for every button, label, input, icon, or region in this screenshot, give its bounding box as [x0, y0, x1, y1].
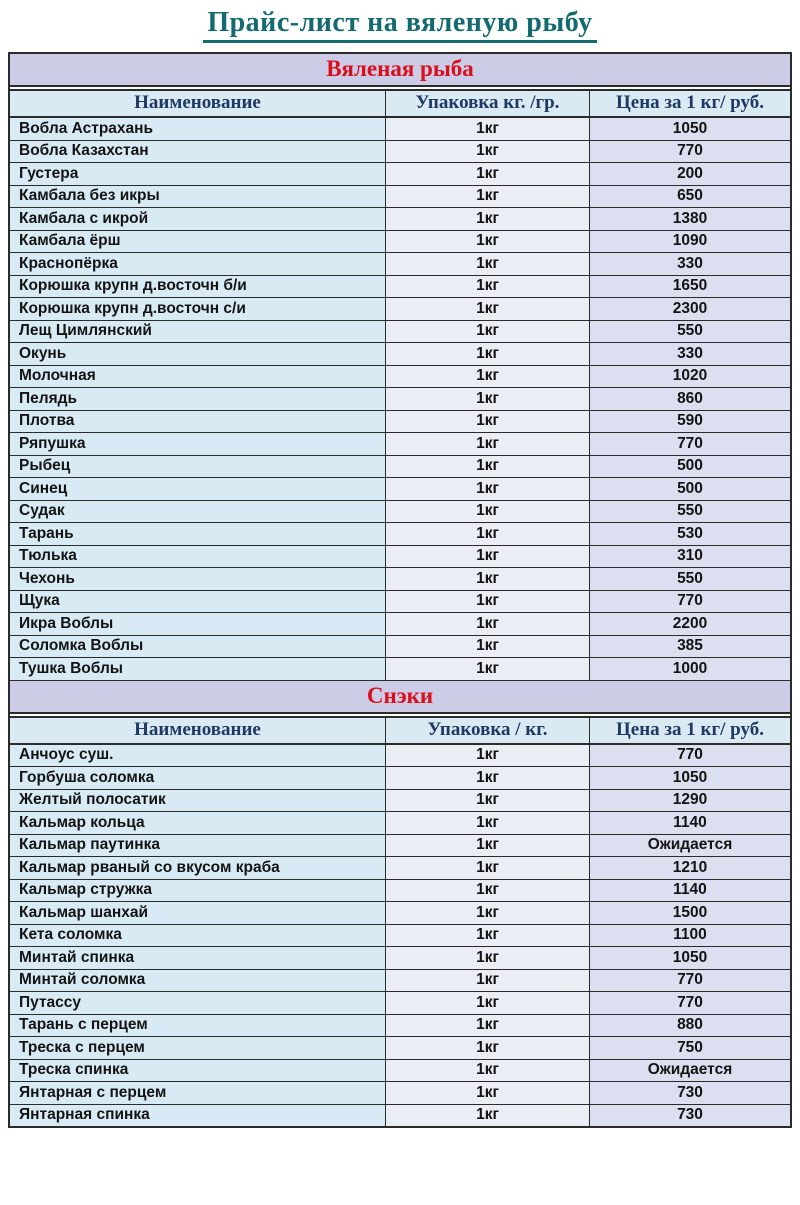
row-pack: 1кг — [385, 276, 589, 298]
column-header-price: Цена за 1 кг/ руб. — [589, 91, 790, 116]
row-name: Вобла Астрахань — [10, 118, 385, 140]
table-row — [10, 433, 790, 456]
row-price: 730 — [589, 1105, 790, 1127]
row-pack: 1кг — [385, 366, 589, 388]
row-name: Кальмар кольца — [10, 812, 385, 834]
row-price: 310 — [589, 546, 790, 568]
table-row — [10, 298, 790, 321]
row-price: 1380 — [589, 208, 790, 230]
table-row — [10, 925, 790, 948]
table-row — [10, 546, 790, 569]
table-row — [10, 767, 790, 790]
column-header-pack: Упаковка / кг. — [385, 718, 589, 743]
table-row — [10, 118, 790, 141]
row-name: Щука — [10, 591, 385, 613]
row-pack: 1кг — [385, 658, 589, 680]
row-name: Краснопёрка — [10, 253, 385, 275]
table-row — [10, 141, 790, 164]
table-row — [10, 790, 790, 813]
table-row — [10, 658, 790, 681]
row-price: 770 — [589, 745, 790, 767]
row-name: Треска спинка — [10, 1060, 385, 1082]
row-pack: 1кг — [385, 546, 589, 568]
column-header-name: Наименование — [134, 718, 261, 740]
row-price: Ожидается — [589, 835, 790, 857]
table-row — [10, 343, 790, 366]
row-name: Пелядь — [10, 388, 385, 410]
row-price: 770 — [589, 433, 790, 455]
row-price: 2300 — [589, 298, 790, 320]
row-price: 1000 — [589, 658, 790, 680]
row-price: 200 — [589, 163, 790, 185]
row-price: 500 — [589, 478, 790, 500]
row-price: 1090 — [589, 231, 790, 253]
row-pack: 1кг — [385, 880, 589, 902]
table-row — [10, 186, 790, 209]
row-pack: 1кг — [385, 298, 589, 320]
row-pack: 1кг — [385, 1105, 589, 1127]
row-price: 1100 — [589, 925, 790, 947]
column-header-name: Наименование — [134, 92, 261, 113]
table-row — [10, 857, 790, 880]
row-name: Тушка Воблы — [10, 658, 385, 680]
row-price: 1140 — [589, 880, 790, 902]
row-pack: 1кг — [385, 835, 589, 857]
row-price: 500 — [589, 456, 790, 478]
row-name: Молочная — [10, 366, 385, 388]
table-row — [10, 253, 790, 276]
price-table — [8, 52, 792, 1128]
row-pack: 1кг — [385, 411, 589, 433]
table-row — [10, 388, 790, 411]
row-name: Треска с перцем — [10, 1037, 385, 1059]
row-price: 1500 — [589, 902, 790, 924]
row-price: 1140 — [589, 812, 790, 834]
row-price: 1290 — [589, 790, 790, 812]
row-name: Путассу — [10, 992, 385, 1014]
column-header-row — [10, 718, 790, 745]
row-price: 550 — [589, 568, 790, 590]
table-row — [10, 636, 790, 659]
row-name: Желтый полосатик — [10, 790, 385, 812]
row-name: Вобла Казахстан — [10, 141, 385, 163]
row-name: Рыбец — [10, 456, 385, 478]
row-name: Кальмар шанхай — [10, 902, 385, 924]
row-price: 1050 — [589, 118, 790, 140]
table-row — [10, 613, 790, 636]
table-row — [10, 992, 790, 1015]
row-price: 1210 — [589, 857, 790, 879]
row-pack: 1кг — [385, 636, 589, 658]
column-header-row — [10, 91, 790, 118]
title-bar — [0, 0, 800, 52]
row-name: Корюшка крупн д.восточн с/и — [10, 298, 385, 320]
row-pack: 1кг — [385, 902, 589, 924]
row-price: 1050 — [589, 767, 790, 789]
row-price: 750 — [589, 1037, 790, 1059]
row-pack: 1кг — [385, 343, 589, 365]
row-pack: 1кг — [385, 992, 589, 1014]
table-row — [10, 163, 790, 186]
row-name: Кальмар стружка — [10, 880, 385, 902]
row-price: 770 — [589, 970, 790, 992]
table-row — [10, 276, 790, 299]
row-pack: 1кг — [385, 186, 589, 208]
row-name: Корюшка крупн д.восточн б/и — [10, 276, 385, 298]
row-pack: 1кг — [385, 478, 589, 500]
table-row — [10, 366, 790, 389]
table-row — [10, 745, 790, 768]
row-pack: 1кг — [385, 231, 589, 253]
row-price: 1050 — [589, 947, 790, 969]
row-price: Ожидается — [589, 1060, 790, 1082]
row-name: Горбуша соломка — [10, 767, 385, 789]
row-name: Тарань с перцем — [10, 1015, 385, 1037]
row-name: Судак — [10, 501, 385, 523]
row-name: Густера — [10, 163, 385, 185]
row-pack: 1кг — [385, 591, 589, 613]
row-pack: 1кг — [385, 812, 589, 834]
table-row — [10, 591, 790, 614]
row-pack: 1кг — [385, 253, 589, 275]
table-row — [10, 902, 790, 925]
table-row — [10, 523, 790, 546]
row-pack: 1кг — [385, 1037, 589, 1059]
row-pack: 1кг — [385, 456, 589, 478]
row-pack: 1кг — [385, 1060, 589, 1082]
row-pack: 1кг — [385, 925, 589, 947]
row-pack: 1кг — [385, 857, 589, 879]
row-price: 550 — [589, 501, 790, 523]
page-title: Прайс-лист на вяленую рыбу — [203, 7, 596, 43]
row-name: Тюлька — [10, 546, 385, 568]
row-price: 385 — [589, 636, 790, 658]
row-pack: 1кг — [385, 947, 589, 969]
section-title: Вяленая рыба — [10, 54, 790, 87]
row-price: 2200 — [589, 613, 790, 635]
row-pack: 1кг — [385, 1015, 589, 1037]
row-name: Камбала с икрой — [10, 208, 385, 230]
row-price: 650 — [589, 186, 790, 208]
table-row — [10, 1082, 790, 1105]
table-row — [10, 501, 790, 524]
table-row — [10, 568, 790, 591]
row-name: Чехонь — [10, 568, 385, 590]
table-row — [10, 1105, 790, 1127]
row-pack: 1кг — [385, 613, 589, 635]
row-pack: 1кг — [385, 790, 589, 812]
row-name: Ряпушка — [10, 433, 385, 455]
table-row — [10, 1015, 790, 1038]
row-pack: 1кг — [385, 523, 589, 545]
row-name: Янтарная с перцем — [10, 1082, 385, 1104]
section-title: Снэки — [10, 681, 790, 714]
row-pack: 1кг — [385, 141, 589, 163]
row-name: Плотва — [10, 411, 385, 433]
column-header-price: Цена за 1 кг/ руб. — [589, 718, 790, 743]
row-pack: 1кг — [385, 321, 589, 343]
table-row — [10, 835, 790, 858]
row-name: Окунь — [10, 343, 385, 365]
row-price: 770 — [589, 992, 790, 1014]
table-row — [10, 208, 790, 231]
table-row — [10, 321, 790, 344]
row-name: Синец — [10, 478, 385, 500]
row-pack: 1кг — [385, 745, 589, 767]
row-price: 1650 — [589, 276, 790, 298]
row-name: Минтай спинка — [10, 947, 385, 969]
row-pack: 1кг — [385, 163, 589, 185]
row-name: Камбала без икры — [10, 186, 385, 208]
table-row — [10, 970, 790, 993]
row-price: 330 — [589, 253, 790, 275]
table-row — [10, 411, 790, 434]
row-pack: 1кг — [385, 388, 589, 410]
row-name: Кальмар паутинка — [10, 835, 385, 857]
table-row — [10, 1037, 790, 1060]
row-pack: 1кг — [385, 767, 589, 789]
row-name: Кета соломка — [10, 925, 385, 947]
row-price: 590 — [589, 411, 790, 433]
row-pack: 1кг — [385, 118, 589, 140]
table-row — [10, 812, 790, 835]
column-header-pack: Упаковка кг. /гр. — [385, 91, 589, 116]
table-row — [10, 947, 790, 970]
row-pack: 1кг — [385, 433, 589, 455]
row-pack: 1кг — [385, 208, 589, 230]
row-price: 770 — [589, 591, 790, 613]
row-price: 1020 — [589, 366, 790, 388]
table-row — [10, 456, 790, 479]
row-price: 330 — [589, 343, 790, 365]
row-name: Камбала ёрш — [10, 231, 385, 253]
table-row — [10, 1060, 790, 1083]
table-row — [10, 478, 790, 501]
row-price: 880 — [589, 1015, 790, 1037]
row-pack: 1кг — [385, 970, 589, 992]
row-pack: 1кг — [385, 1082, 589, 1104]
row-price: 550 — [589, 321, 790, 343]
table-row — [10, 231, 790, 254]
row-name: Анчоус суш. — [10, 745, 385, 767]
row-name: Минтай соломка — [10, 970, 385, 992]
row-price: 860 — [589, 388, 790, 410]
row-name: Янтарная спинка — [10, 1105, 385, 1127]
row-name: Тарань — [10, 523, 385, 545]
row-name: Икра Воблы — [10, 613, 385, 635]
row-price: 530 — [589, 523, 790, 545]
row-name: Лещ Цимлянский — [10, 321, 385, 343]
row-price: 730 — [589, 1082, 790, 1104]
table-row — [10, 880, 790, 903]
row-name: Соломка Воблы — [10, 636, 385, 658]
row-price: 770 — [589, 141, 790, 163]
row-name: Кальмар рваный со вкусом краба — [10, 857, 385, 879]
row-pack: 1кг — [385, 568, 589, 590]
row-pack: 1кг — [385, 501, 589, 523]
